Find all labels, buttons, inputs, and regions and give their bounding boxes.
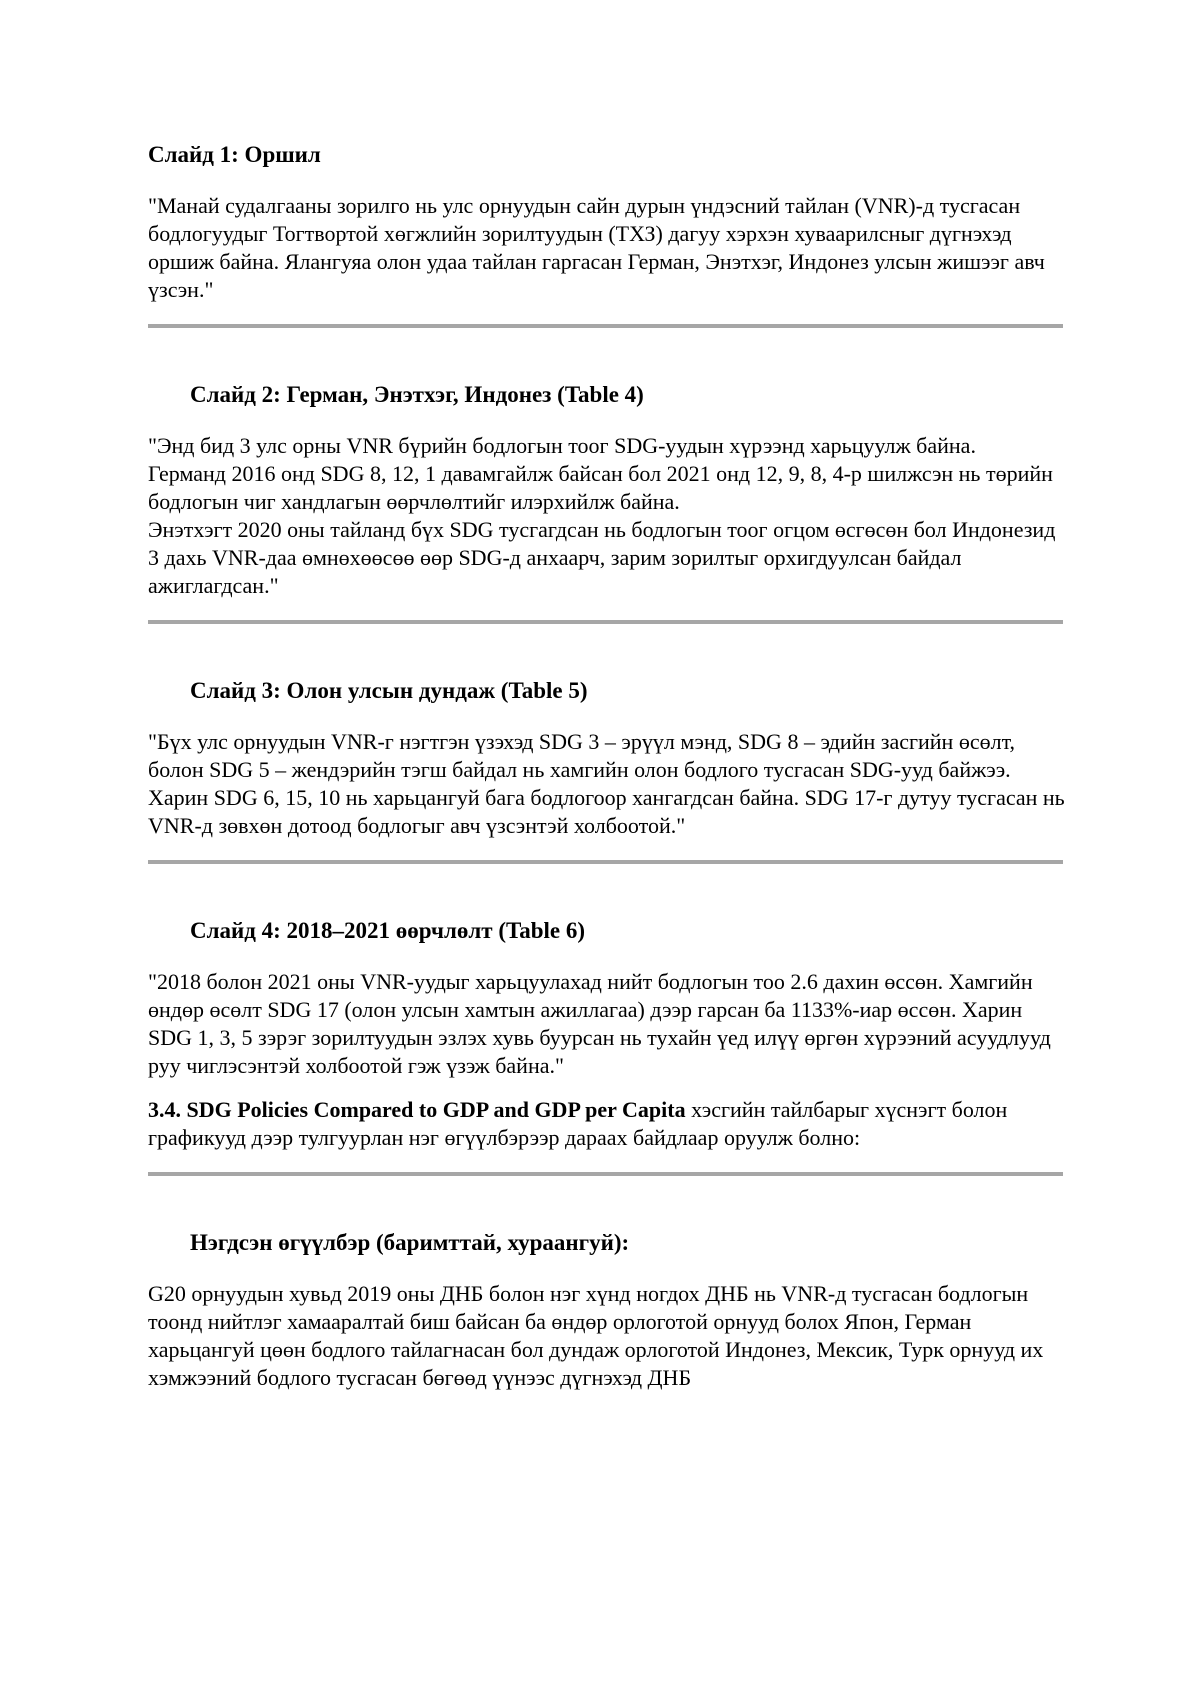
slide-2-heading: Слайд 2: Герман, Энэтхэг, Индонез (Table 4) [190,382,644,407]
section-3-4-title: 3.4. SDG Policies Compared to GDP and GDP per Capita [148,1097,686,1122]
slide-3-body: "Бүх улс орнуудын VNR-г нэгтгэн үзэхэд SDG 3 – эрүүл мэнд, SDG 8 – эдийн засгийн өсөлт, болон SDG 5 – жендэрийн тэгш байдал нь хамгийн олон бодлого тусгасан SDG-ууд байжээ. Харин SDG 6, 15, 10 нь харьцангуй бага бодлогоор хангагдсан байна. SDG 17-г дутуу тусгасан нь VNR-д зөвхөн дотоод бодлогыг авч үзсэнтэй холбоотой." [148,729,1065,838]
summary-section [148,1228,1068,1392]
divider [148,1172,1063,1176]
slide-1-section [148,140,1068,304]
slide-4-body: "2018 болон 2021 оны VNR-уудыг харьцуулахад нийт бодлогын тоо 2.6 дахин өссөн. Хамгийн өндөр өсөлт SDG 17 (олон улсын хамтын ажиллагаа) дээр гарсан ба 1133%-иар өссөн. Харин SDG 1, 3, 5 зэрэг зорилтуудын эзлэх хувь буурсан нь тухайн үед илүү өргөн хүрээний асуудлууд руу чиглэсэнтэй холбоотой гэж үзэж байна." [148,969,1051,1078]
slide-2-body-line-1: "Энд бид 3 улс орны VNR бүрийн бодлогын тоог SDG-уудын хүрээнд харьцуулж байна. [148,433,976,458]
summary-heading: Нэгдсэн өгүүлбэр (баримттай, хураангуй): [190,1230,630,1255]
slide-1-body: "Манай судалгааны зорилго нь улс орнуудын сайн дурын үндэсний тайлан (VNR)-д тусгасан бодлогуудыг Тогтвортой хөгжлийн зорилтуудын (ТХЗ) дагуу хэрхэн хуваарилсныг дүгнэхэд оршиж байна. Ялангуяа олон удаа тайлан гаргасан Герман, Энэтхэг, Индонез улсын жишээг авч үзсэн." [148,193,1045,302]
slide-3-section [148,676,1068,840]
slide-2-section [148,380,1068,600]
slide-3-heading: Слайд 3: Олон улсын дундаж (Table 5) [190,678,588,703]
section-3-4-note-text: хэсгийн тайлбарыг хүснэгт болон графикууд дээр тулгуурлан нэг өгүүлбэрээр дараах байдлаар оруулж болно: [148,1097,1008,1150]
summary-body: G20 орнуудын хувьд 2019 оны ДНБ болон нэг хүнд ногдох ДНБ нь VNR-д тусгасан бодлогын тоонд нийтлэг хамааралтай биш байсан ба өндөр орлоготой орнууд болох Япон, Герман харьцангуй цөөн бодлого тайлагнасан бол дундаж орлоготой Индонез, Мексик, Турк орнууд их хэмжээний бодлого тусгасан бөгөөд үүнээс дүгнэхэд ДНБ [148,1281,1044,1390]
slide-4-section [148,916,1068,1152]
slide-2-body-line-2: Германд 2016 онд SDG 8, 12, 1 давамгайлж байсан бол 2021 онд 12, 9, 8, 4-р шилжсэн нь төрийн бодлогын чиг хандлагын өөрчлөлтийг илэрхийлж байна. [148,461,1053,514]
slide-2-body-line-3: Энэтхэгт 2020 оны тайланд бүх SDG тусгагдсан нь бодлогын тоог огцом өсгөсөн бол Индонезид 3 дахь VNR-даа өмнөхөөсөө өөр SDG-д анхаарч, зарим зорилтыг орхигдуулсан байдал ажиглагдсан." [148,517,1056,598]
document-content [148,140,1068,1392]
divider [148,860,1063,864]
slide-2-body [148,432,1068,600]
slide-1-heading: Слайд 1: Оршил [148,142,321,167]
divider [148,324,1063,328]
divider [148,620,1063,624]
slide-4-heading: Слайд 4: 2018–2021 өөрчлөлт (Table 6) [190,918,586,943]
section-3-4-note [148,1096,1068,1152]
